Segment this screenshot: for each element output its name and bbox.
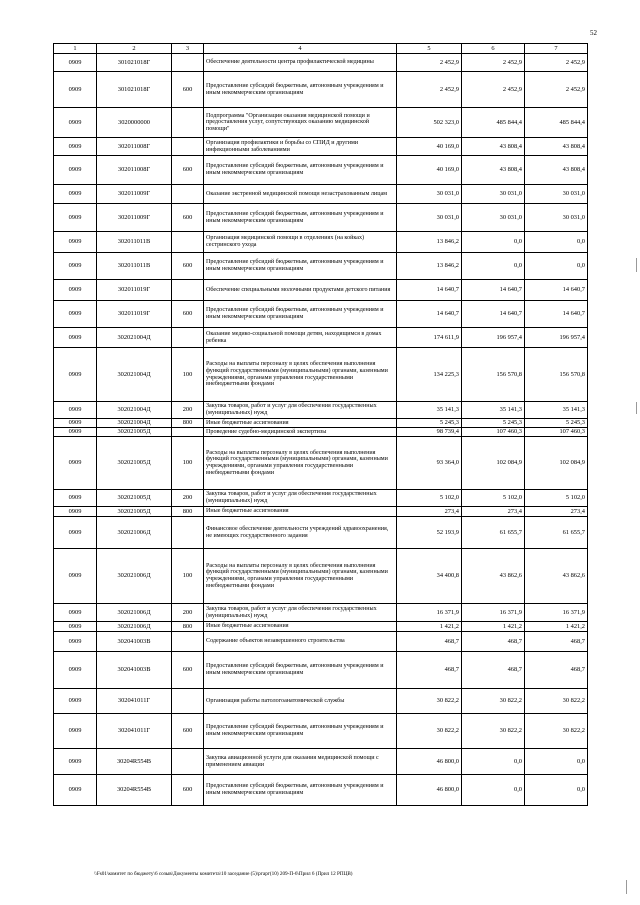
amount-year3-cell: 5 245,3 (525, 419, 588, 428)
description-cell: Закупка товаров, работ и услуг для обеспечения государственных (муниципальных) нужд (204, 490, 397, 507)
section-code-cell: 0909 (54, 775, 97, 806)
amount-year2-cell: 16 371,9 (462, 604, 525, 622)
amount-year3-cell: 2 452,9 (525, 54, 588, 72)
amount-year2-cell: 485 844,4 (462, 108, 525, 138)
amount-year1-cell: 30 031,0 (397, 185, 462, 204)
target-article-cell: 302041003В (97, 652, 172, 689)
expense-type-cell: 600 (172, 775, 204, 806)
expense-type-cell (172, 632, 204, 652)
target-article-cell: 302011011В (97, 232, 172, 253)
amount-year2-cell: 35 141,3 (462, 402, 525, 419)
table-row (54, 622, 588, 632)
header-cell: 2 (97, 44, 172, 54)
table-row (54, 204, 588, 232)
amount-year2-cell: 468,7 (462, 652, 525, 689)
amount-year2-cell: 5 245,3 (462, 419, 525, 428)
description-cell: Оказание экстренной медицинской помощи незастрахованным лицам (204, 185, 397, 204)
amount-year1-cell: 40 169,0 (397, 156, 462, 185)
expense-type-cell: 600 (172, 652, 204, 689)
budget-table (53, 43, 588, 806)
target-article-cell: 302011019Г (97, 301, 172, 328)
section-code-cell: 0909 (54, 232, 97, 253)
target-article-cell: 302021006Д (97, 549, 172, 604)
amount-year2-cell: 2 452,9 (462, 72, 525, 108)
expense-type-cell (172, 232, 204, 253)
amount-year1-cell: 174 611,9 (397, 328, 462, 348)
target-article-cell: 3020000000 (97, 108, 172, 138)
target-article-cell: 302021006Д (97, 517, 172, 549)
section-code-cell: 0909 (54, 749, 97, 775)
expense-type-cell (172, 517, 204, 549)
scan-edge-mark (626, 880, 627, 894)
expense-type-cell: 600 (172, 714, 204, 749)
amount-year2-cell: 30 822,2 (462, 689, 525, 714)
target-article-cell: 302021006Д (97, 604, 172, 622)
scan-edge-mark (636, 258, 637, 272)
amount-year2-cell: 14 640,7 (462, 280, 525, 301)
expense-type-cell: 100 (172, 348, 204, 402)
amount-year3-cell: 30 031,0 (525, 204, 588, 232)
description-cell: Предоставление субсидий бюджетным, автономным учреждениям и иным некоммерческим организациям (204, 775, 397, 806)
amount-year1-cell: 273,4 (397, 507, 462, 517)
target-article-cell: 302021004Д (97, 328, 172, 348)
amount-year2-cell: 43 862,6 (462, 549, 525, 604)
description-cell: Оказание медико-социальной помощи детям, находящимся в домах ребенка (204, 328, 397, 348)
header-row (54, 44, 588, 54)
amount-year2-cell: 0,0 (462, 749, 525, 775)
amount-year3-cell: 468,7 (525, 632, 588, 652)
expense-type-cell: 800 (172, 622, 204, 632)
target-article-cell: 302041011Г (97, 714, 172, 749)
section-code-cell: 0909 (54, 419, 97, 428)
description-cell: Организация работы патологоанатомической службы (204, 689, 397, 714)
amount-year2-cell: 5 102,0 (462, 490, 525, 507)
amount-year3-cell: 43 808,4 (525, 138, 588, 156)
amount-year2-cell: 43 808,4 (462, 138, 525, 156)
amount-year2-cell: 2 452,9 (462, 54, 525, 72)
table-row (54, 437, 588, 490)
target-article-cell: 302011009Г (97, 204, 172, 232)
section-code-cell: 0909 (54, 253, 97, 280)
expense-type-cell: 200 (172, 402, 204, 419)
section-code-cell: 0909 (54, 138, 97, 156)
description-cell: Проведение судебно-медицинской экспертизы (204, 428, 397, 437)
target-article-cell: 30204R554В (97, 749, 172, 775)
expense-type-cell (172, 689, 204, 714)
amount-year3-cell: 107 460,3 (525, 428, 588, 437)
table-row (54, 775, 588, 806)
target-article-cell: 302011011В (97, 253, 172, 280)
expense-type-cell: 600 (172, 156, 204, 185)
expense-type-cell: 800 (172, 507, 204, 517)
amount-year1-cell: 14 640,7 (397, 301, 462, 328)
section-code-cell: 0909 (54, 428, 97, 437)
table-row (54, 108, 588, 138)
amount-year2-cell: 156 570,8 (462, 348, 525, 402)
expense-type-cell: 100 (172, 437, 204, 490)
target-article-cell: 302041011Г (97, 689, 172, 714)
description-cell: Иные бюджетные ассигнования (204, 419, 397, 428)
description-cell: Обеспечение деятельности центра профилактической медицины (204, 54, 397, 72)
header-cell: 6 (462, 44, 525, 54)
table-row (54, 490, 588, 507)
description-cell: Подпрограмма "Организация оказания медицинской помощи и предоставления услуг, сопутствующих оказанию медицинской помощи" (204, 108, 397, 138)
section-code-cell: 0909 (54, 652, 97, 689)
section-code-cell: 0909 (54, 402, 97, 419)
header-cell: 4 (204, 44, 397, 54)
amount-year1-cell: 35 141,3 (397, 402, 462, 419)
amount-year3-cell: 14 640,7 (525, 301, 588, 328)
amount-year2-cell: 43 808,4 (462, 156, 525, 185)
description-cell: Предоставление субсидий бюджетным, автономным учреждениям и иным некоммерческим организациям (204, 72, 397, 108)
amount-year2-cell: 1 421,2 (462, 622, 525, 632)
amount-year3-cell: 43 862,6 (525, 549, 588, 604)
section-code-cell: 0909 (54, 507, 97, 517)
amount-year3-cell: 35 141,3 (525, 402, 588, 419)
table-row (54, 652, 588, 689)
table-row (54, 72, 588, 108)
target-article-cell: 302011008Г (97, 138, 172, 156)
description-cell: Расходы на выплаты персоналу в целях обеспечения выполнения функций государственными (муниципальными) органами, казенными учреждениями, органами управления государственными внебюджетными фондами (204, 348, 397, 402)
expense-type-cell (172, 428, 204, 437)
description-cell: Обеспечение специальными молочными продуктами детского питания (204, 280, 397, 301)
table-row (54, 419, 588, 428)
section-code-cell: 0909 (54, 348, 97, 402)
section-code-cell: 0909 (54, 517, 97, 549)
description-cell: Иные бюджетные ассигнования (204, 622, 397, 632)
amount-year2-cell: 14 640,7 (462, 301, 525, 328)
table-row (54, 138, 588, 156)
amount-year1-cell: 30 822,2 (397, 714, 462, 749)
amount-year1-cell: 13 846,2 (397, 232, 462, 253)
amount-year3-cell: 1 421,2 (525, 622, 588, 632)
amount-year3-cell: 273,4 (525, 507, 588, 517)
expense-type-cell: 100 (172, 549, 204, 604)
amount-year3-cell: 2 452,9 (525, 72, 588, 108)
amount-year2-cell: 102 084,9 (462, 437, 525, 490)
amount-year1-cell: 502 323,0 (397, 108, 462, 138)
footer-path: \\Fs01\комитет по бюджету\6 созыв\Документы комитета\10 заседание (5)\ргарг(10) 209-П-6\Прил 6 (Прил 12 РПЦВ) (94, 871, 353, 877)
amount-year2-cell: 0,0 (462, 253, 525, 280)
expense-type-cell (172, 138, 204, 156)
section-code-cell: 0909 (54, 156, 97, 185)
section-code-cell: 0909 (54, 328, 97, 348)
table-body (54, 54, 588, 806)
amount-year1-cell: 1 421,2 (397, 622, 462, 632)
section-code-cell: 0909 (54, 490, 97, 507)
target-article-cell: 301021018Г (97, 54, 172, 72)
table-row (54, 517, 588, 549)
section-code-cell: 0909 (54, 185, 97, 204)
amount-year1-cell: 14 640,7 (397, 280, 462, 301)
amount-year3-cell: 468,7 (525, 652, 588, 689)
target-article-cell: 302041003В (97, 632, 172, 652)
amount-year3-cell: 0,0 (525, 775, 588, 806)
section-code-cell: 0909 (54, 280, 97, 301)
amount-year3-cell: 16 371,9 (525, 604, 588, 622)
table-row (54, 428, 588, 437)
expense-type-cell: 600 (172, 204, 204, 232)
amount-year3-cell: 14 640,7 (525, 280, 588, 301)
description-cell: Расходы на выплаты персоналу в целях обеспечения выполнения функций государственными (муниципальными) органами, казенными учреждениями, органами управления государственными внебюджетными фондами (204, 437, 397, 490)
section-code-cell: 0909 (54, 549, 97, 604)
amount-year1-cell: 40 169,0 (397, 138, 462, 156)
amount-year1-cell: 468,7 (397, 632, 462, 652)
amount-year2-cell: 273,4 (462, 507, 525, 517)
table-row (54, 253, 588, 280)
amount-year3-cell: 0,0 (525, 253, 588, 280)
scan-edge-mark (636, 402, 637, 414)
target-article-cell: 302021005Д (97, 428, 172, 437)
description-cell: Закупка товаров, работ и услуг для обеспечения государственных (муниципальных) нужд (204, 402, 397, 419)
expense-type-cell: 800 (172, 419, 204, 428)
amount-year1-cell: 468,7 (397, 652, 462, 689)
description-cell: Предоставление субсидий бюджетным, автономным учреждениям и иным некоммерческим организациям (204, 204, 397, 232)
description-cell: Предоставление субсидий бюджетным, автономным учреждениям и иным некоммерческим организациям (204, 301, 397, 328)
section-code-cell: 0909 (54, 604, 97, 622)
table-row (54, 54, 588, 72)
amount-year3-cell: 102 084,9 (525, 437, 588, 490)
expense-type-cell (172, 108, 204, 138)
amount-year1-cell: 52 193,9 (397, 517, 462, 549)
amount-year1-cell: 30 822,2 (397, 689, 462, 714)
description-cell: Организация медицинской помощи в отделениях (на койках) сестринского ухода (204, 232, 397, 253)
description-cell: Предоставление субсидий бюджетным, автономным учреждениям и иным некоммерческим организациям (204, 253, 397, 280)
table-row (54, 328, 588, 348)
amount-year2-cell: 30 031,0 (462, 204, 525, 232)
description-cell: Организация профилактики и борьбы со СПИД и другими инфекционными заболеваниями (204, 138, 397, 156)
amount-year1-cell: 93 364,0 (397, 437, 462, 490)
amount-year2-cell: 30 822,2 (462, 714, 525, 749)
description-cell: Предоставление субсидий бюджетным, автономным учреждениям и иным некоммерческим организациям (204, 156, 397, 185)
amount-year1-cell: 30 031,0 (397, 204, 462, 232)
table-row (54, 301, 588, 328)
table-row (54, 156, 588, 185)
amount-year1-cell: 2 452,9 (397, 54, 462, 72)
expense-type-cell: 600 (172, 253, 204, 280)
amount-year3-cell: 485 844,4 (525, 108, 588, 138)
expense-type-cell: 600 (172, 301, 204, 328)
section-code-cell: 0909 (54, 54, 97, 72)
expense-type-cell (172, 749, 204, 775)
target-article-cell: 302021005Д (97, 507, 172, 517)
amount-year1-cell: 134 225,3 (397, 348, 462, 402)
table-row (54, 280, 588, 301)
header-cell: 5 (397, 44, 462, 54)
amount-year2-cell: 0,0 (462, 232, 525, 253)
table-row (54, 714, 588, 749)
section-code-cell: 0909 (54, 622, 97, 632)
header-cell: 3 (172, 44, 204, 54)
header-cell: 7 (525, 44, 588, 54)
amount-year3-cell: 61 655,7 (525, 517, 588, 549)
description-cell: Закупка авиационной услуги для оказания медицинской помощи с применением авиации (204, 749, 397, 775)
amount-year3-cell: 5 102,0 (525, 490, 588, 507)
description-cell: Закупка товаров, работ и услуг для обеспечения государственных (муниципальных) нужд (204, 604, 397, 622)
amount-year3-cell: 156 570,8 (525, 348, 588, 402)
amount-year3-cell: 30 822,2 (525, 714, 588, 749)
amount-year3-cell: 196 957,4 (525, 328, 588, 348)
amount-year1-cell: 2 452,9 (397, 72, 462, 108)
table-row (54, 632, 588, 652)
section-code-cell: 0909 (54, 108, 97, 138)
target-article-cell: 302021005Д (97, 490, 172, 507)
amount-year2-cell: 107 460,3 (462, 428, 525, 437)
section-code-cell: 0909 (54, 204, 97, 232)
table-row (54, 689, 588, 714)
amount-year2-cell: 468,7 (462, 632, 525, 652)
table-row (54, 507, 588, 517)
amount-year3-cell: 43 808,4 (525, 156, 588, 185)
amount-year1-cell: 13 846,2 (397, 253, 462, 280)
table-row (54, 604, 588, 622)
section-code-cell: 0909 (54, 72, 97, 108)
target-article-cell: 302021004Д (97, 419, 172, 428)
expense-type-cell: 200 (172, 490, 204, 507)
expense-type-cell (172, 54, 204, 72)
expense-type-cell (172, 280, 204, 301)
amount-year2-cell: 30 031,0 (462, 185, 525, 204)
section-code-cell: 0909 (54, 714, 97, 749)
description-cell: Предоставление субсидий бюджетным, автономным учреждениям и иным некоммерческим организациям (204, 652, 397, 689)
expense-type-cell: 600 (172, 72, 204, 108)
description-cell: Финансовое обеспечение деятельности учреждений здравоохранения, не имеющих государственного задания (204, 517, 397, 549)
section-code-cell: 0909 (54, 689, 97, 714)
amount-year2-cell: 196 957,4 (462, 328, 525, 348)
target-article-cell: 302011019Г (97, 280, 172, 301)
expense-type-cell (172, 328, 204, 348)
table-row (54, 185, 588, 204)
description-cell: Иные бюджетные ассигнования (204, 507, 397, 517)
target-article-cell: 302021004Д (97, 402, 172, 419)
section-code-cell: 0909 (54, 632, 97, 652)
amount-year3-cell: 30 031,0 (525, 185, 588, 204)
target-article-cell: 302021005Д (97, 437, 172, 490)
section-code-cell: 0909 (54, 301, 97, 328)
target-article-cell: 301021018Г (97, 72, 172, 108)
amount-year1-cell: 34 400,8 (397, 549, 462, 604)
table-row (54, 232, 588, 253)
section-code-cell: 0909 (54, 437, 97, 490)
amount-year1-cell: 16 371,9 (397, 604, 462, 622)
target-article-cell: 302011009Г (97, 185, 172, 204)
expense-type-cell: 200 (172, 604, 204, 622)
target-article-cell: 302021004Д (97, 348, 172, 402)
table-row (54, 549, 588, 604)
amount-year1-cell: 5 102,0 (397, 490, 462, 507)
amount-year3-cell: 0,0 (525, 749, 588, 775)
table-row (54, 402, 588, 419)
description-cell: Расходы на выплаты персоналу в целях обеспечения выполнения функций государственными (муниципальными) органами, казенными учреждениями, органами управления государственными внебюджетными фондами (204, 549, 397, 604)
expense-type-cell (172, 185, 204, 204)
amount-year3-cell: 0,0 (525, 232, 588, 253)
header-cell: 1 (54, 44, 97, 54)
table-row (54, 749, 588, 775)
amount-year1-cell: 46 800,0 (397, 749, 462, 775)
amount-year1-cell: 5 245,3 (397, 419, 462, 428)
target-article-cell: 302021006Д (97, 622, 172, 632)
amount-year3-cell: 30 822,2 (525, 689, 588, 714)
table-row (54, 348, 588, 402)
target-article-cell: 30204R554В (97, 775, 172, 806)
description-cell: Содержание объектов незавершенного строительства (204, 632, 397, 652)
amount-year2-cell: 0,0 (462, 775, 525, 806)
target-article-cell: 302011008Г (97, 156, 172, 185)
description-cell: Предоставление субсидий бюджетным, автономным учреждениям и иным некоммерческим организациям (204, 714, 397, 749)
amount-year2-cell: 61 655,7 (462, 517, 525, 549)
amount-year1-cell: 98 739,4 (397, 428, 462, 437)
amount-year1-cell: 46 800,0 (397, 775, 462, 806)
page-number: 52 (590, 29, 597, 37)
